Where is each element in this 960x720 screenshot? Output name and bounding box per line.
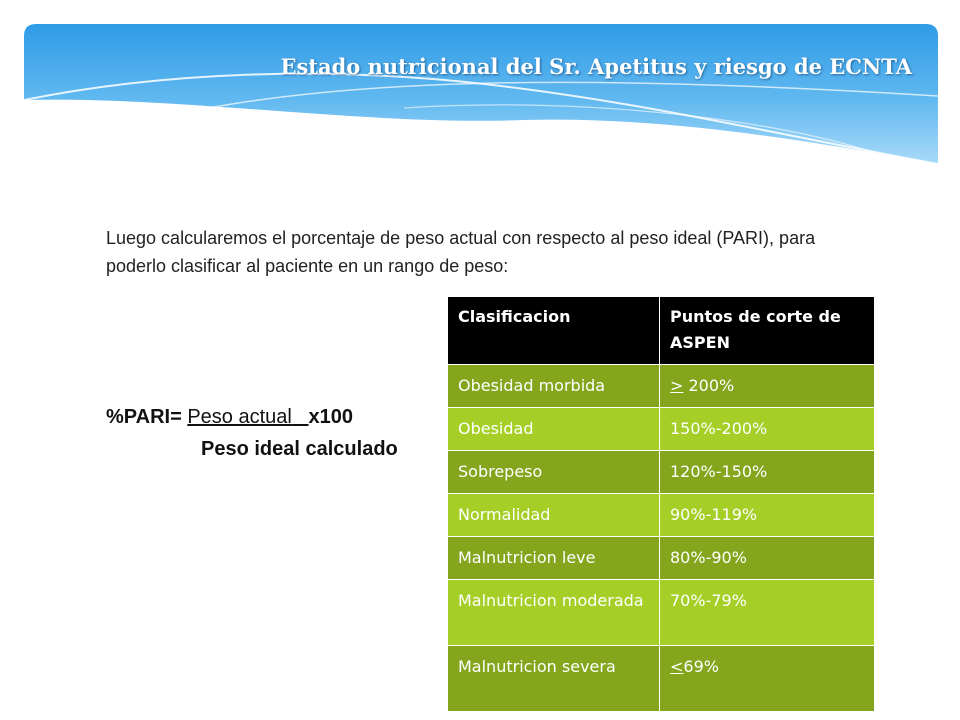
cut-point-value: 200% <box>683 376 735 395</box>
cut-point-cell: 120%-150% <box>660 451 875 494</box>
table-row <box>448 646 875 712</box>
table-row <box>448 537 875 580</box>
cut-point-cell: 80%-90% <box>660 537 875 580</box>
table-row <box>448 494 875 537</box>
intro-paragraph: Luego calcularemos el porcentaje de peso actual con respecto al peso ideal (PARI), para poderlo clasificar al paciente en un rango de peso: <box>106 228 816 276</box>
classification-cell: Malnutricion moderada <box>448 580 660 646</box>
cut-point-cell: 70%-79% <box>660 580 875 646</box>
formula-denominator: Peso ideal calculado <box>201 438 398 460</box>
table-header-row <box>448 297 875 365</box>
slide-header <box>24 24 938 172</box>
table-row <box>448 580 875 646</box>
header-wave-graphic <box>24 24 938 172</box>
classification-cell: Obesidad morbida <box>448 365 660 408</box>
slide-title: Estado nutricional del Sr. Apetitus y riesgo de ECNTA <box>280 54 912 79</box>
table-row <box>448 365 875 408</box>
cut-point-cell <box>660 365 875 408</box>
formula-prefix: %PARI= <box>106 406 182 428</box>
classification-cell: Malnutricion severa <box>448 646 660 712</box>
classification-cell: Normalidad <box>448 494 660 537</box>
table-row <box>448 408 875 451</box>
table-row <box>448 451 875 494</box>
cut-point-cell: 150%-200% <box>660 408 875 451</box>
formula-multiplier: x100 <box>308 406 354 428</box>
cut-point-cell: 90%-119% <box>660 494 875 537</box>
classification-cell: Obesidad <box>448 408 660 451</box>
classification-cell: Sobrepeso <box>448 451 660 494</box>
aspen-classification-table <box>447 296 875 712</box>
header-cut-points: Puntos de corte de ASPEN <box>660 297 875 365</box>
formula-numerator-text: Peso actual <box>187 406 292 428</box>
formula-numerator <box>187 406 308 428</box>
cut-point-value: 69% <box>683 657 719 676</box>
formula-numerator-line <box>106 406 436 436</box>
header-classification: Clasificacion <box>448 297 660 365</box>
pari-formula <box>106 406 436 461</box>
cut-point-cell <box>660 646 875 712</box>
cut-point-symbol: < <box>670 657 684 676</box>
classification-cell: Malnutricion leve <box>448 537 660 580</box>
cut-point-symbol: > <box>670 376 684 395</box>
